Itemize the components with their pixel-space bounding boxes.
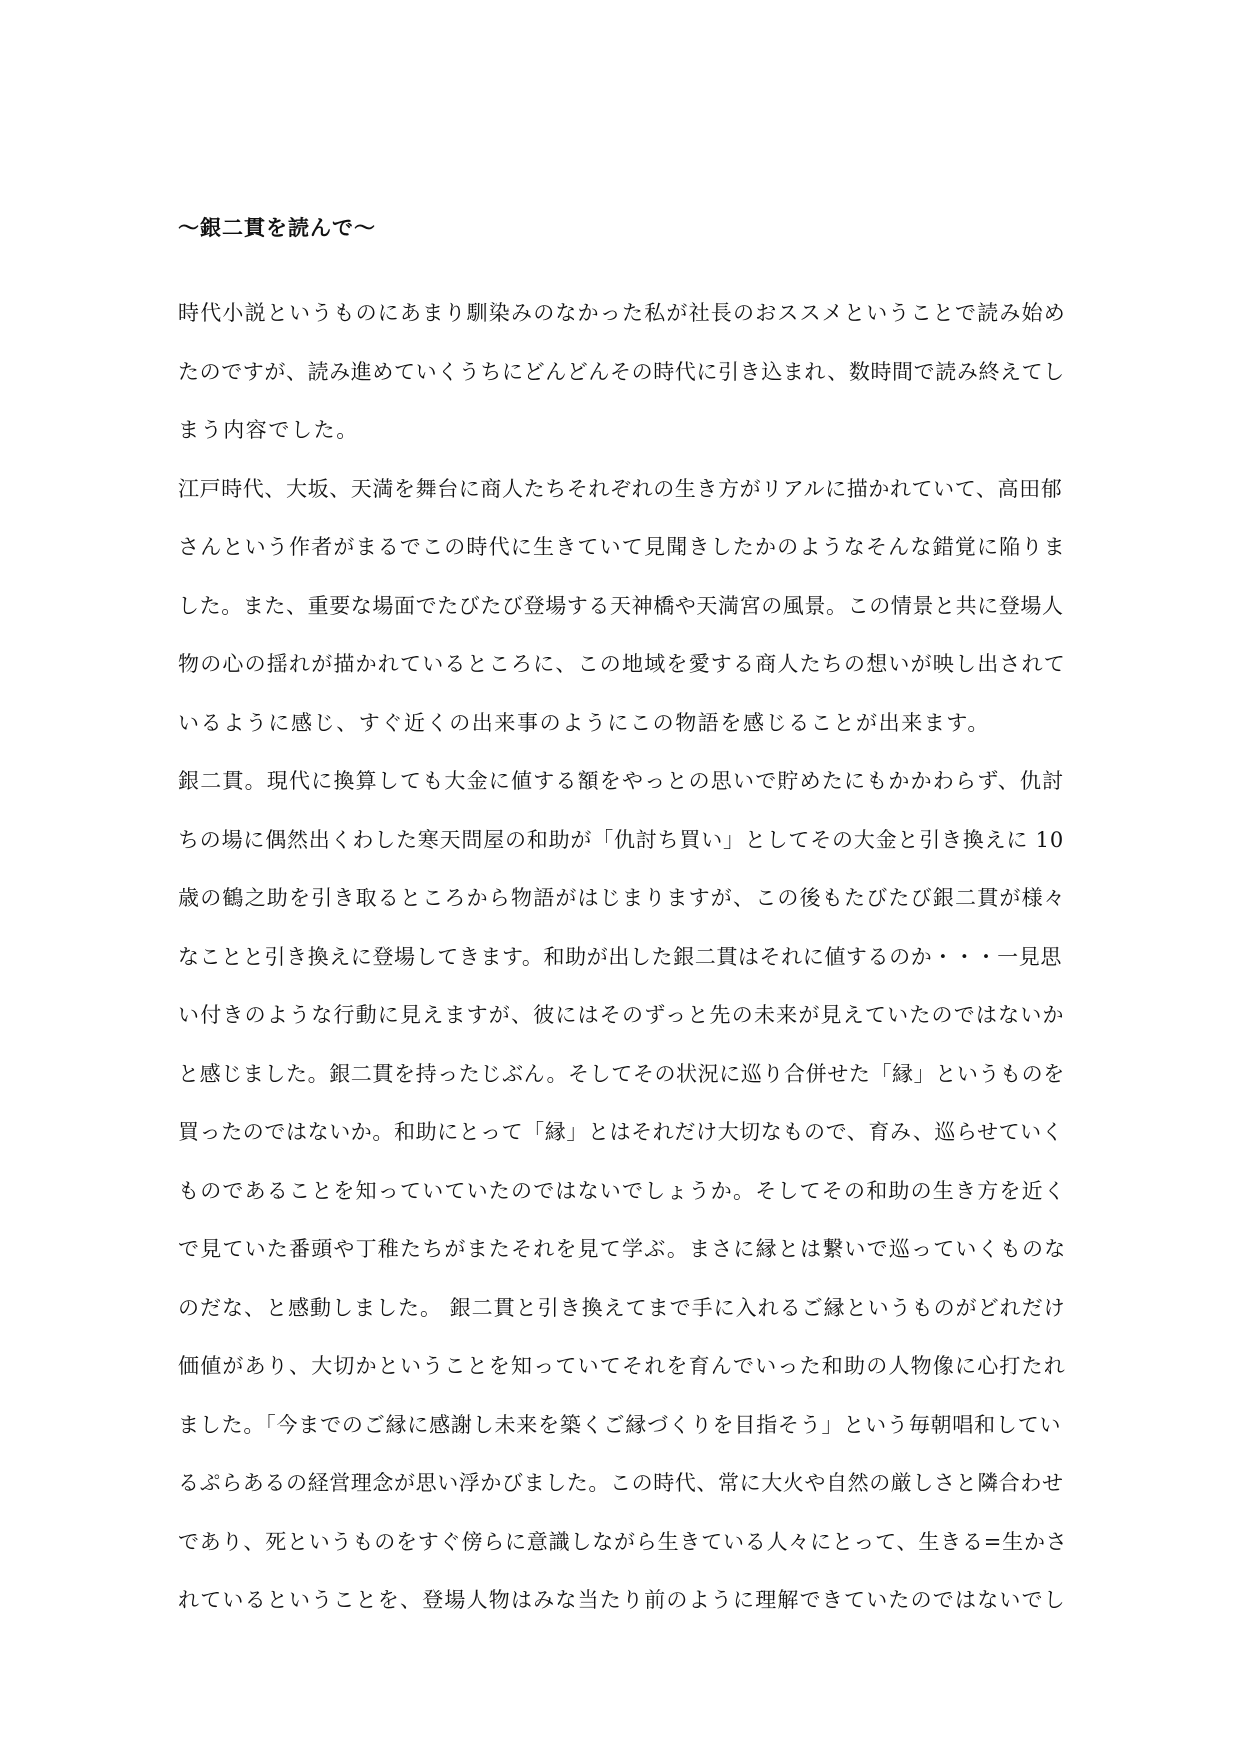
text-line: まう内容でした。 xyxy=(178,418,359,442)
text-line: 価値があり、大切かということを知っていてそれを育んでいった和助の人物像に心打たれ xyxy=(178,1354,1066,1378)
text-line: ものであることを知っていていたのではないでしょうか。そしてその和助の生き方を近く xyxy=(178,1178,1066,1203)
text-line: 物の心の揺れが描かれているところに、この地域を愛する商人たちの想いが映し出されて xyxy=(178,652,1066,676)
document-title: 〜銀二貫を読んで〜 xyxy=(178,215,376,240)
text-line: と感じました。銀二貫を持ったじぶん。そしてその状況に巡り合併せた「縁」というものを xyxy=(178,1061,1065,1086)
text-line: いるように感じ、すぐ近くの出来事のようにこの物語を感じることが出来ます。 xyxy=(178,710,990,735)
text-line: であり、死というものをすぐ傍らに意識しながら生きている人々にとって、生きる=生かさ xyxy=(178,1529,1068,1554)
text-line: 歳の鶴之助を引き取るところから物語がはじまりますが、この後もたびたび銀二貫が様々 xyxy=(178,886,1066,910)
text-line: 買ったのではないか。和助にとって「縁」とはそれだけ大切なもので、育み、巡らせていく xyxy=(178,1120,1064,1144)
text-line: した。また、重要な場面でたびたび登場する天神橋や天満宮の風景。この情景と共に登場人 xyxy=(178,593,1064,618)
text-line: い付きのような行動に見えますが、彼にはそのずっと先の未来が見えていたのではないか xyxy=(178,1003,1065,1027)
text-line: たのですが、読み進めていくうちにどんどんその時代に引き込まれ、数時間で読み終えてし xyxy=(178,359,1065,384)
text-line: さんという作者がまるでこの時代に生きていて見聞きしたかのようなそんな錯覚に陥りま xyxy=(178,535,1066,559)
document-body xyxy=(178,292,1068,1638)
text-line: 江戸時代、大坂、天満を舞台に商人たちそれぞれの生き方がリアルに描かれていて、高田郁 xyxy=(178,476,1063,501)
text-line: 時代小説というものにあまり馴染みのなかった私が社長のおススメということで読み始め xyxy=(178,301,1066,325)
text-line: るぷらあるの経営理念が思い浮かびました。この時代、常に大火や自然の厳しさと隣合わせ xyxy=(178,1471,1064,1495)
text-line: のだな、と感動しました。 銀二貫と引き換えてまで手に入れるご縁というものがどれだけ xyxy=(178,1295,1066,1320)
text-line: で見ていた番頭や丁稚たちがまたそれを見て学ぶ。まさに縁とは繋いで巡っていくものな xyxy=(178,1237,1067,1261)
text-line: れているということを、登場人物はみな当たり前のように理解できていたのではないでし xyxy=(178,1588,1066,1612)
text-line: なことと引き換えに登場してきます。和助が出した銀二貫はそれに値するのか・・・一見思 xyxy=(178,944,1062,969)
text-line: ました。「今までのご縁に感謝し未来を築くご縁づくりを目指そう」という毎朝唱和してい xyxy=(178,1412,1062,1437)
text-line: ちの場に偶然出くわした寒天問屋の和助が「仇討ち買い」としてその大金と引き換えに 10 xyxy=(178,827,1064,852)
text-line: 銀二貫。現代に換算しても大金に値する額をやっとの思いで貯めたにもかかわらず、仇討 xyxy=(178,769,1065,793)
